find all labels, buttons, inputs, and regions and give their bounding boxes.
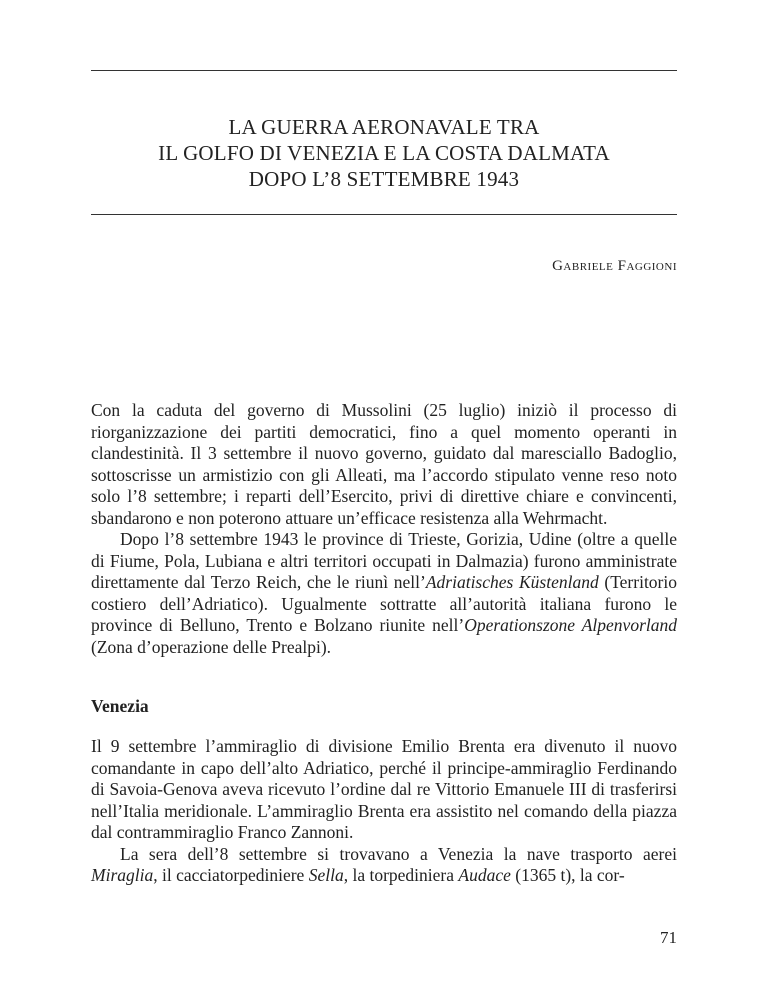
bottom-rule xyxy=(91,214,677,215)
section-paragraph-2 xyxy=(91,844,677,887)
text-run: (1365 t), la cor- xyxy=(510,865,625,885)
intro-text xyxy=(91,400,677,658)
top-rule xyxy=(91,70,677,71)
italic-term: Operationszone Alpenvorland xyxy=(464,615,677,635)
ship-name: Sella xyxy=(308,865,344,885)
section-paragraph-1: Il 9 settembre l’ammiraglio di divisione Emilio Brenta era divenuto il nuovo comandante in capo dell’alto Adriatico, perché il principe-ammiraglio Ferdinando di Savoia-Genova aveva ricevuto l’ordine dal re Vittorio Emanuele III di trasferirsi nell’Italia meridionale. L’ammiraglio Brenta era assistito nel comando della piazza dal contrammiraglio Franco Zannoni. xyxy=(91,736,677,842)
text-run: , il cacciatorpediniere xyxy=(153,865,309,885)
author-name: Gabriele Faggioni xyxy=(552,258,677,274)
text-run: Dopo l’8 settembre 1943 le province di Trieste, Gorizia, Udine (oltre a quelle di Fiume, Pola, Lubiana e altri territori occupati in Dalmazia) furono amministrate direttamente dal Terzo Reich, che le riunì nell’ xyxy=(91,529,677,592)
intro-paragraph-1: Con la caduta del governo di Mussolini (25 luglio) iniziò il processo di riorganizzazione dei partiti democratici, fino a quel momento operanti in clandestinità. Il 3 settembre il nuovo governo, guidato dal maresciallo Badoglio, sottoscrisse un armistizio con gli Alleati, ma l’accordo stipulato venne reso noto solo l’8 settembre; i reparti dell’Esercito, privi di direttive chiare e convincenti, sbandarono e non poterono attuare un’efficace resistenza alla Wehrmacht. xyxy=(91,400,677,528)
text-run: (Territorio costiero dell’Adriatico). Ugualmente sottratte all’autorità italiana furono le province di Belluno, Trento e Bolzano riunite nell’ xyxy=(91,572,677,635)
italic-term: Adriatisches Küstenland xyxy=(425,572,599,592)
intro-paragraph-2 xyxy=(91,529,677,658)
section-heading: Venezia xyxy=(91,696,149,716)
title-line-2: IL GOLFO DI VENEZIA E LA COSTA DALMATA xyxy=(158,141,610,165)
ship-name: Audace xyxy=(458,865,511,885)
text-run: (Zona d’operazione delle Prealpi). xyxy=(91,636,332,657)
page-number: 71 xyxy=(660,928,677,947)
section-text xyxy=(91,736,677,887)
title-line-1: LA GUERRA AERONAVALE TRA xyxy=(228,115,540,139)
title-line-3: DOPO L’8 SETTEMBRE 1943 xyxy=(248,167,520,191)
article-title xyxy=(91,114,677,192)
ship-name: Miraglia xyxy=(91,865,154,885)
text-run: , la torpediniera xyxy=(343,865,459,885)
text-run: La sera dell’8 settembre si trovavano a Venezia la nave trasporto aerei xyxy=(120,843,677,864)
